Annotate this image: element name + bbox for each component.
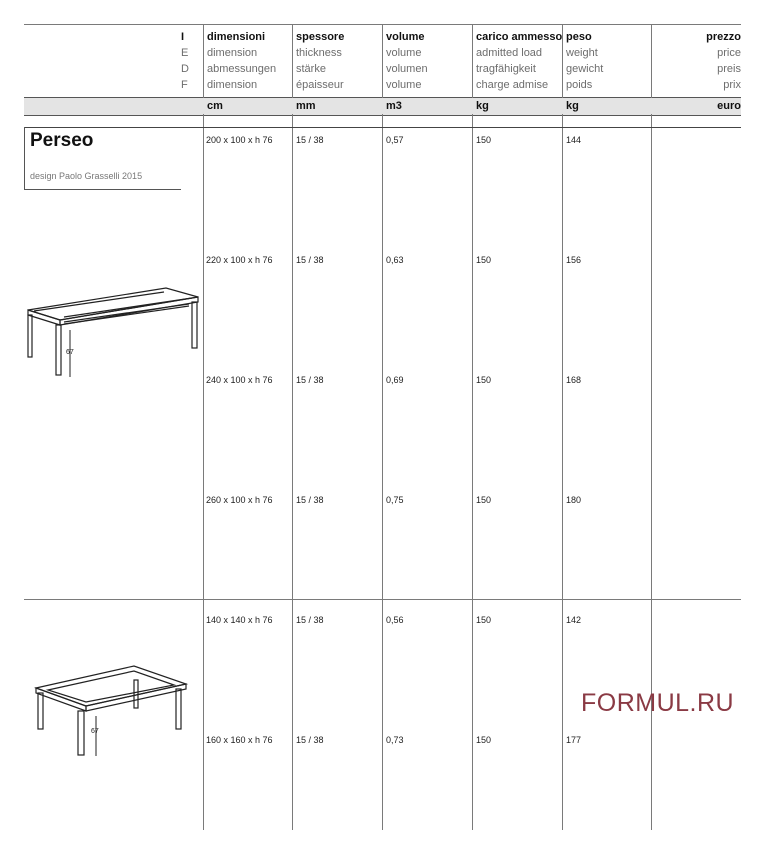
cell-volume: 0,57 — [386, 135, 404, 145]
col-label-en: price — [717, 47, 741, 59]
cell-thickness: 15 / 38 — [296, 735, 324, 745]
table-square-drawing — [34, 660, 190, 760]
cell-load: 150 — [476, 495, 492, 505]
col-divider — [203, 114, 204, 830]
col-label-fr: dimension — [207, 79, 258, 91]
col-label-de: stärke — [296, 63, 326, 75]
col-label-de: volumen — [386, 63, 428, 75]
col-divider — [203, 24, 204, 98]
cell-thickness: 15 / 38 — [296, 255, 324, 265]
col-label-it: dimensioni — [207, 31, 266, 43]
col-divider — [562, 114, 563, 830]
unit-cm: cm — [207, 100, 223, 112]
col-label-fr: charge admise — [476, 79, 549, 91]
unit-kg-load: kg — [476, 100, 489, 112]
lang-code-i: I — [181, 31, 185, 43]
col-divider — [472, 114, 473, 830]
cell-thickness: 15 / 38 — [296, 375, 324, 385]
height-label: 67 — [66, 349, 74, 356]
cell-load: 150 — [476, 255, 492, 265]
col-label-en: dimension — [207, 47, 258, 59]
section-rule — [24, 599, 741, 600]
col-label-it: prezzo — [706, 31, 741, 43]
col-label-de: tragfähigkeit — [476, 63, 536, 75]
col-divider — [292, 114, 293, 830]
cell-volume: 0,75 — [386, 495, 404, 505]
cell-volume: 0,69 — [386, 375, 404, 385]
designer-underline — [24, 189, 181, 190]
cell-weight: 177 — [566, 735, 582, 745]
col-header-carico — [476, 29, 562, 93]
unit-mm: mm — [296, 100, 316, 112]
col-label-en: weight — [566, 47, 598, 59]
watermark: FORMUL.RU — [581, 689, 735, 717]
cell-thickness: 15 / 38 — [296, 615, 324, 625]
col-divider — [292, 24, 293, 98]
col-label-fr: épaisseur — [296, 79, 344, 91]
language-codes — [181, 29, 189, 93]
cell-thickness: 15 / 38 — [296, 495, 324, 505]
col-divider — [382, 24, 383, 98]
col-label-en: thickness — [296, 47, 342, 59]
lang-code-f: F — [181, 79, 188, 91]
cell-volume: 0,56 — [386, 615, 404, 625]
cell-dimensions: 200 x 100 x h 76 — [206, 135, 273, 145]
lang-code-d: D — [181, 63, 189, 75]
col-label-de: abmessungen — [207, 63, 277, 75]
col-label-fr: poids — [566, 79, 593, 91]
cell-dimensions: 140 x 140 x h 76 — [206, 615, 273, 625]
col-divider — [562, 24, 563, 98]
cell-load: 150 — [476, 735, 492, 745]
cell-dimensions: 260 x 100 x h 76 — [206, 495, 273, 505]
col-label-it: carico ammesso — [476, 31, 563, 43]
col-label-it: spessore — [296, 31, 345, 43]
col-label-it: volume — [386, 31, 425, 43]
cell-weight: 180 — [566, 495, 582, 505]
table-rectangular-drawing — [24, 282, 204, 382]
cell-volume: 0,73 — [386, 735, 404, 745]
lang-code-e: E — [181, 47, 189, 59]
col-label-de: gewicht — [566, 63, 604, 75]
cell-weight: 168 — [566, 375, 582, 385]
col-label-it: peso — [566, 31, 592, 43]
cell-volume: 0,63 — [386, 255, 404, 265]
col-label-en: volume — [386, 47, 422, 59]
col-label-fr: prix — [723, 79, 741, 91]
unit-euro: euro — [717, 100, 741, 112]
col-header-volume — [386, 29, 428, 93]
cell-load: 150 — [476, 375, 492, 385]
unit-m3: m3 — [386, 100, 402, 112]
col-header-prezzo — [656, 29, 741, 93]
cell-dimensions: 220 x 100 x h 76 — [206, 255, 273, 265]
col-header-dimensioni — [207, 29, 276, 93]
cell-weight: 156 — [566, 255, 582, 265]
col-divider — [472, 24, 473, 98]
cell-load: 150 — [476, 615, 492, 625]
cell-thickness: 15 / 38 — [296, 135, 324, 145]
col-header-spessore — [296, 29, 344, 93]
cell-load: 150 — [476, 135, 492, 145]
cell-weight: 144 — [566, 135, 582, 145]
col-label-en: admitted load — [476, 47, 543, 59]
section-rule — [24, 127, 741, 128]
product-designer: design Paolo Grasselli 2015 — [30, 171, 143, 181]
col-label-fr: volume — [386, 79, 422, 91]
col-label-de: preis — [717, 63, 741, 75]
product-box-left — [24, 127, 25, 189]
cell-weight: 142 — [566, 615, 582, 625]
product-title: Perseo — [30, 130, 94, 151]
col-header-peso — [566, 29, 603, 93]
cell-dimensions: 240 x 100 x h 76 — [206, 375, 273, 385]
col-divider — [651, 24, 652, 98]
cell-dimensions: 160 x 160 x h 76 — [206, 735, 273, 745]
height-label: 67 — [91, 728, 99, 735]
unit-kg-weight: kg — [566, 100, 579, 112]
col-divider — [382, 114, 383, 830]
col-divider — [651, 114, 652, 830]
